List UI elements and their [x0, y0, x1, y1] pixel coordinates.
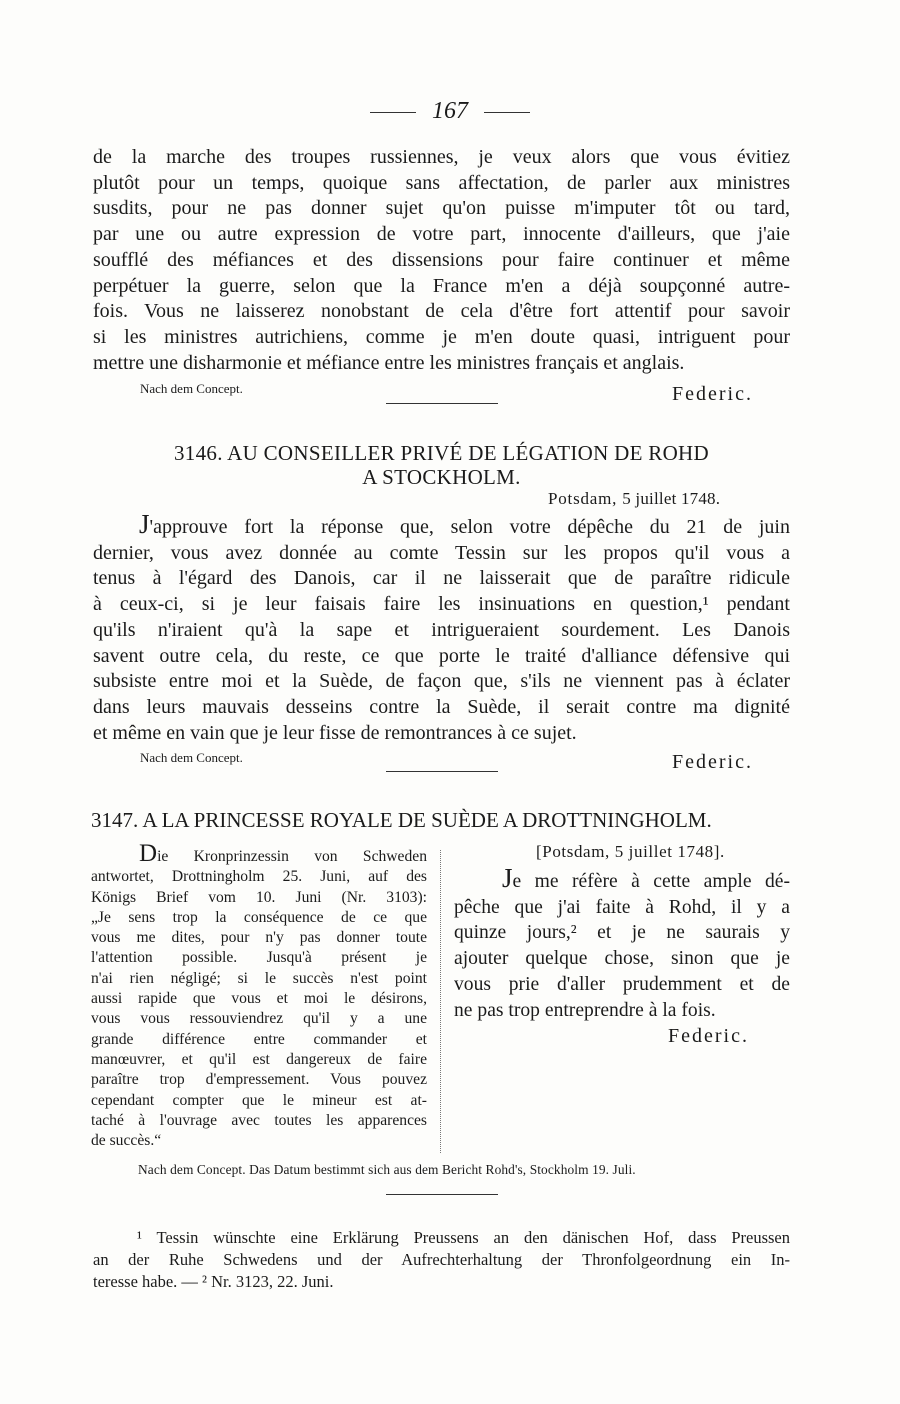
- text-line: savent outre cela, du reste, ce que porte le traité d'alliance défensive qui: [93, 644, 790, 667]
- text-line: si les ministres autrichiens, comme je m'en doute quasi, intriguent pour: [93, 325, 790, 348]
- column-divider: [440, 850, 441, 1153]
- letter-3146-body: [93, 509, 790, 746]
- text-line: aussi rapide que vous et moi le désirons,: [91, 990, 427, 1008]
- text-line: grande différence entre commander et: [91, 1030, 427, 1048]
- text-line: antwortet, Drottningholm 25. Juni, auf des: [91, 868, 427, 886]
- text-line: fois. Vous ne laisserez nonobstant de cela d'être fort attentif pour savoir: [93, 300, 790, 323]
- letter-3147-signature: Federic.: [668, 1025, 749, 1047]
- text-line: [454, 863, 790, 895]
- text-line: taché à l'ouvrage avec toutes les apparences: [91, 1111, 427, 1129]
- text-line: quinze jours,² et je ne saurais y: [454, 922, 790, 944]
- separator-rule: [386, 403, 498, 404]
- text-line-content: 'approuve fort la réponse que, selon votre dépêche du 21 de juin: [149, 516, 790, 538]
- letter-3146-heading: [93, 441, 790, 489]
- text-line: cependant compter que le mineur est at-: [91, 1091, 427, 1109]
- dateline-date: 5 juillet 1748.: [622, 489, 721, 508]
- text-line: par une ou autre expression de votre part, innocente d'ailleurs, que j'aie: [93, 223, 790, 246]
- letter-3145-signature: Federic.: [672, 383, 753, 405]
- page-header: [0, 96, 900, 126]
- footnotes: [93, 1227, 790, 1293]
- text-line: qu'ils n'iraient qu'à la sape et intrigueraient sourdement. Les Danois: [93, 618, 790, 641]
- dropcap: J: [139, 509, 150, 539]
- separator-rule: [386, 1194, 498, 1195]
- text-line: l'attention possible. Jusqu'à présent je: [91, 949, 427, 967]
- letter-3147-left-column: [91, 840, 427, 1151]
- text-line-content: e me réfère à cette ample dé-: [512, 871, 790, 892]
- text-line: Königs Brief vom 10. Juni (Nr. 3103):: [91, 888, 427, 906]
- letter-3146-signature: Federic.: [672, 751, 753, 773]
- letter-3147-right-column: [454, 863, 790, 1023]
- letter-3146-paragraph: [93, 509, 790, 746]
- text-line: et même en vain que je leur fisse de remontrances à ce sujet.: [93, 721, 577, 744]
- text-line: „Je sens trop la conséquence de ce que: [91, 908, 427, 926]
- letter-3147-dateline: [Potsdam, 5 juillet 1748].: [536, 842, 725, 861]
- letter-3145-body: [93, 145, 790, 376]
- text-line: [93, 509, 790, 541]
- text-line: soufflé des méfiances et des dissensions pour faire continuer et même: [93, 248, 790, 271]
- text-line: de succès.“: [91, 1132, 162, 1150]
- letter-3147-source-note: Nach dem Concept. Das Datum bestimmt sich aus dem Bericht Rohd's, Stockholm 19. Juli.: [138, 1162, 636, 1177]
- text-line: de la marche des troupes russiennes, je veux alors que vous évitiez: [93, 146, 790, 168]
- letter-3146-source: Nach dem Concept.: [140, 750, 243, 765]
- text-line: dans leurs mauvais desseins contre la Suède, il serait contre ma dignité: [93, 695, 790, 718]
- text-line: susdits, pour ne pas donner sujet qu'on puisse m'imputer tôt ou tard,: [93, 197, 790, 220]
- text-line: perpétuer la guerre, selon que la France m'en a déjà soupçonné autre-: [93, 274, 790, 297]
- header-dash-left: [370, 112, 416, 113]
- dropcap: J: [502, 863, 513, 893]
- footnote-line: ¹ Tessin wünschte eine Erklärung Preussens an den dänischen Hof, dass Preussen: [137, 1228, 790, 1247]
- footnote-line: an der Ruhe Schwedens und der Aufrechterhaltung der Thronfolgeordnung ein In-: [93, 1250, 790, 1269]
- text-line: manœuvrer, et qu'il est dangereux de faire: [91, 1050, 427, 1068]
- text-line: ne pas trop entreprendre à la fois.: [454, 999, 716, 1021]
- text-line: mettre une disharmonie et méfiance entre les ministres français et anglais.: [93, 351, 685, 374]
- text-line: dernier, vous avez donnée au comte Tessin sur les propos qu'il vous a: [93, 541, 790, 564]
- text-line: n'ai rien négligé; si le succès n'est point: [91, 969, 427, 987]
- letter-3145-paragraph: [93, 145, 790, 376]
- heading-line: 3146. AU CONSEILLER PRIVÉ DE LÉGATION DE ROHD: [174, 441, 709, 465]
- text-line: [91, 840, 427, 867]
- heading-line: A STOCKHOLM.: [362, 465, 521, 489]
- text-line: vous me dites, pour n'y pas donner toute: [91, 929, 427, 947]
- dropcap: D: [139, 840, 158, 867]
- text-line: tenus à l'égard des Danois, car il ne laisserait que de paraître ridicule: [93, 567, 790, 590]
- text-line: à ceux-ci, si je leur faisais faire les insinuations en question,¹ pendant: [93, 593, 790, 616]
- text-line: plutôt pour un temps, quoique sans affectation, de parler aux ministres: [93, 171, 790, 194]
- separator-rule: [386, 771, 498, 772]
- text-line: ajouter quelque chose, sinon que je: [454, 948, 790, 970]
- header-dash-right: [484, 112, 530, 113]
- letter-3145-source: Nach dem Concept.: [140, 381, 243, 396]
- text-line: pêche que j'ai faite à Rohd, il y a: [454, 896, 790, 918]
- text-line-content: ie Kronprinzessin von Schweden: [157, 848, 427, 865]
- letter-3146-dateline: [548, 489, 720, 509]
- text-line: paraître trop d'empressement. Vous pouvez: [91, 1071, 427, 1089]
- dateline-place: Potsdam,: [548, 489, 618, 508]
- footnote-line: teresse habe. — ² Nr. 3123, 22. Juni.: [93, 1272, 334, 1291]
- page-number: 167: [432, 98, 468, 124]
- text-line: vous prie d'aller prudemment et de: [454, 973, 790, 995]
- letter-3147-heading: 3147. A LA PRINCESSE ROYALE DE SUÈDE A DROTTNINGHOLM.: [91, 808, 712, 832]
- text-line: vous vous ressouviendrez qu'il y a une: [91, 1010, 427, 1028]
- text-line: subsiste entre moi et la Suède, de façon que, s'ils ne viennent pas à éclater: [93, 670, 790, 693]
